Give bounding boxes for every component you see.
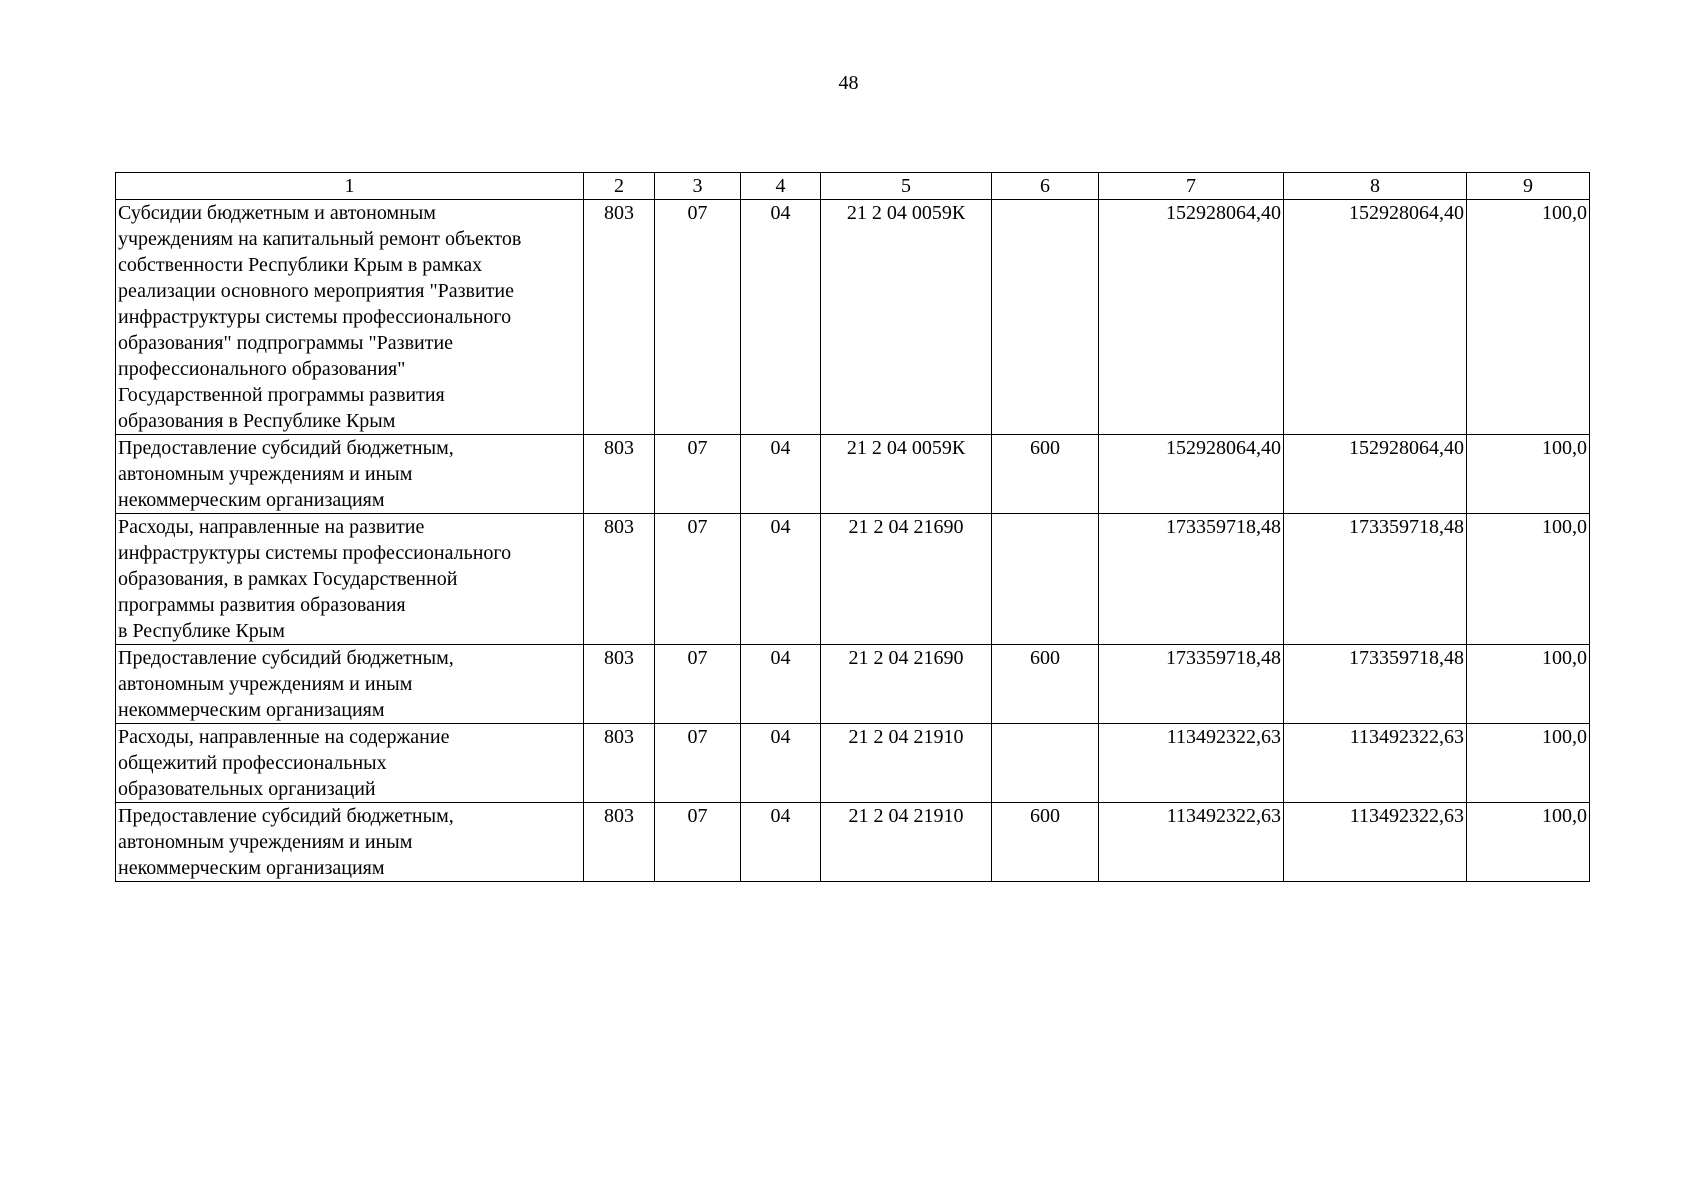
- table-row: [116, 514, 1590, 645]
- column-header: 4: [741, 173, 821, 200]
- planned-amount: 113492322,63: [1099, 803, 1284, 882]
- column-header: 3: [655, 173, 741, 200]
- table-row: [116, 200, 1590, 435]
- row-description: Предоставление субсидий бюджетным, автономным учреждениям и иным некоммерческим организациям: [116, 803, 584, 882]
- actual-amount: 113492322,63: [1284, 724, 1467, 803]
- row-description: Расходы, направленные на развитие инфраструктуры системы профессионального образования, в рамках Государственной программы развития образования в Республике Крым: [116, 514, 584, 645]
- ministry-code: 803: [584, 514, 655, 645]
- execution-percent: 100,0: [1467, 514, 1590, 645]
- column-header: 5: [821, 173, 992, 200]
- table-row: [116, 724, 1590, 803]
- actual-amount: 152928064,40: [1284, 200, 1467, 435]
- subsection-code: 04: [741, 645, 821, 724]
- ministry-code: 803: [584, 200, 655, 435]
- table-header-row: [116, 173, 1590, 200]
- expense-type-code: [992, 514, 1099, 645]
- column-header: 1: [116, 173, 584, 200]
- subsection-code: 04: [741, 200, 821, 435]
- table-row: [116, 645, 1590, 724]
- subsection-code: 04: [741, 514, 821, 645]
- actual-amount: 113492322,63: [1284, 803, 1467, 882]
- planned-amount: 113492322,63: [1099, 724, 1284, 803]
- section-code: 07: [655, 724, 741, 803]
- planned-amount: 152928064,40: [1099, 435, 1284, 514]
- target-article-code: 21 2 04 0059К: [821, 435, 992, 514]
- planned-amount: 173359718,48: [1099, 645, 1284, 724]
- row-description: Предоставление субсидий бюджетным, автономным учреждениям и иным некоммерческим организациям: [116, 435, 584, 514]
- row-description: Субсидии бюджетным и автономным учреждениям на капитальный ремонт объектов собственности Республики Крым в рамках реализации основного мероприятия "Развитие инфраструктуры системы профессионального образования" подпрограммы "Развитие профессионального образования" Государственной программы развития образования в Республике Крым: [116, 200, 584, 435]
- actual-amount: 173359718,48: [1284, 645, 1467, 724]
- subsection-code: 04: [741, 435, 821, 514]
- column-header: 8: [1284, 173, 1467, 200]
- table-row: [116, 435, 1590, 514]
- expense-type-code: [992, 200, 1099, 435]
- subsection-code: 04: [741, 803, 821, 882]
- ministry-code: 803: [584, 803, 655, 882]
- actual-amount: 152928064,40: [1284, 435, 1467, 514]
- planned-amount: 173359718,48: [1099, 514, 1284, 645]
- column-header: 9: [1467, 173, 1590, 200]
- subsection-code: 04: [741, 724, 821, 803]
- column-header: 2: [584, 173, 655, 200]
- column-header: 7: [1099, 173, 1284, 200]
- target-article-code: 21 2 04 21690: [821, 514, 992, 645]
- expense-type-code: 600: [992, 435, 1099, 514]
- row-description: Расходы, направленные на содержание общежитий профессиональных образовательных организаций: [116, 724, 584, 803]
- planned-amount: 152928064,40: [1099, 200, 1284, 435]
- execution-percent: 100,0: [1467, 724, 1590, 803]
- execution-percent: 100,0: [1467, 803, 1590, 882]
- row-description: Предоставление субсидий бюджетным, автономным учреждениям и иным некоммерческим организациям: [116, 645, 584, 724]
- table-row: [116, 803, 1590, 882]
- expense-type-code: 600: [992, 645, 1099, 724]
- budget-table: [115, 172, 1590, 882]
- ministry-code: 803: [584, 435, 655, 514]
- expense-type-code: 600: [992, 803, 1099, 882]
- target-article-code: 21 2 04 21910: [821, 724, 992, 803]
- ministry-code: 803: [584, 645, 655, 724]
- section-code: 07: [655, 803, 741, 882]
- execution-percent: 100,0: [1467, 435, 1590, 514]
- page-number: 48: [838, 72, 859, 94]
- section-code: 07: [655, 200, 741, 435]
- section-code: 07: [655, 645, 741, 724]
- target-article-code: 21 2 04 21690: [821, 645, 992, 724]
- execution-percent: 100,0: [1467, 645, 1590, 724]
- actual-amount: 173359718,48: [1284, 514, 1467, 645]
- ministry-code: 803: [584, 724, 655, 803]
- target-article-code: 21 2 04 0059К: [821, 200, 992, 435]
- execution-percent: 100,0: [1467, 200, 1590, 435]
- expense-type-code: [992, 724, 1099, 803]
- target-article-code: 21 2 04 21910: [821, 803, 992, 882]
- section-code: 07: [655, 435, 741, 514]
- section-code: 07: [655, 514, 741, 645]
- column-header: 6: [992, 173, 1099, 200]
